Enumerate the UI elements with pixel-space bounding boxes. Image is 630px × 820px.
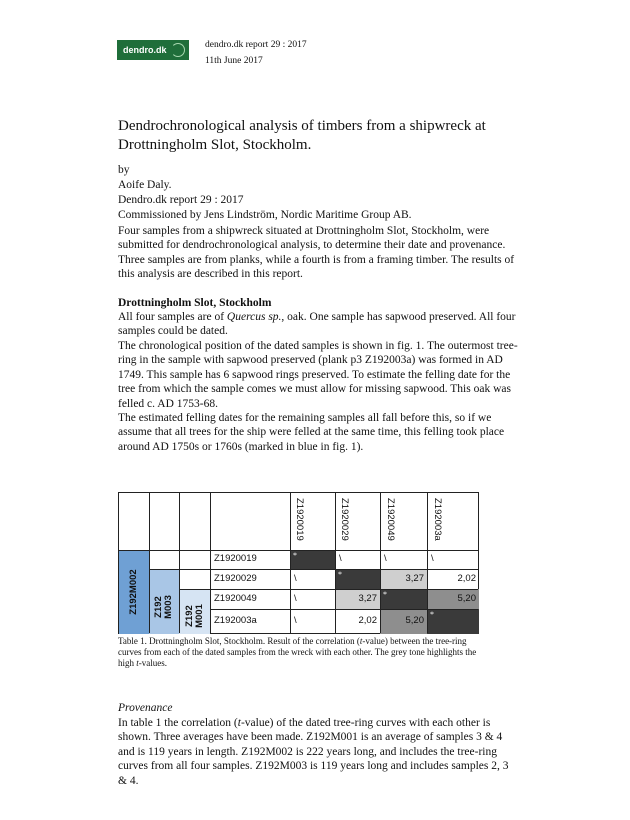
- cell-r4c2: 2,02: [358, 615, 377, 626]
- byline-by: by: [118, 164, 130, 176]
- row-label-4: Z192003a: [214, 615, 257, 626]
- logo-swirl-icon: [171, 43, 185, 57]
- header-date: 11th June 2017: [205, 56, 263, 66]
- cell-r3c1: \: [294, 593, 297, 604]
- correlation-table: [118, 492, 479, 634]
- title-line-2: Drottningholm Slot, Stockholm.: [118, 137, 312, 153]
- col-header-1: Z1920019: [294, 498, 305, 541]
- section1-paragraph-1: [118, 310, 518, 339]
- cell-r1c2: \: [339, 553, 342, 564]
- page-title: [118, 117, 538, 155]
- byline-commissioned: Commissioned by Jens Lindström, Nordic Maritime Group AB.: [118, 209, 412, 221]
- prov-text-b: -value) of the dated tree-ring curves with each other is shown. Three averages have been made. Z192M001 is an average of samples 3 & 4 and is 119 years in length. Z192M002 is 222 years long, and includes the tree-ring curves from all four samples. Z192M003 is 119 years long and includes samples 2, 3 & 4.: [118, 717, 509, 787]
- provenance-paragraph: [118, 716, 520, 788]
- col-header-3: Z1920049: [385, 498, 396, 541]
- section1-paragraph-3: The estimated felling dates for the remaining samples all fall before this, so if we assume that all trees for the ship were felled at the same time, this felling took place around AD 1750s or 1760s (marked in blue in fig. 1).: [118, 412, 505, 453]
- caption-a: Table 1. Drottningholm Slot, Stockholm. Result of the correlation (: [118, 636, 360, 646]
- logo-text: dendro.dk: [123, 45, 167, 55]
- col-header-4: Z192003a: [432, 498, 443, 541]
- row-label-2: Z1920029: [214, 573, 257, 584]
- header-report: dendro.dk report 29 : 2017: [205, 40, 307, 50]
- dendro-logo: [117, 40, 189, 60]
- cell-r3c4: 5,20: [457, 593, 476, 604]
- caption-t2: t: [136, 658, 139, 668]
- cell-r1c4: \: [431, 553, 434, 564]
- cell-r4c4: *: [430, 610, 434, 619]
- avg-label-m003: Z192 M003: [153, 595, 174, 619]
- section-heading-provenance: Provenance: [118, 702, 173, 714]
- cell-r2c3: 3,27: [405, 573, 424, 584]
- cell-r3c2: 3,27: [358, 593, 377, 604]
- avg-label-m001: Z192 M001: [184, 604, 205, 628]
- p1-text-a: All four samples are of: [118, 311, 227, 323]
- row-label-3: Z1920049: [214, 593, 257, 604]
- cell-r3c3: *: [383, 590, 387, 599]
- diag-cell-4: [427, 609, 479, 634]
- title-line-1: Dendrochronological analysis of timbers from a shipwreck at: [118, 118, 486, 134]
- col-header-2: Z1920029: [339, 498, 350, 541]
- byline: [118, 163, 518, 223]
- caption-b: -value) between the tree-ring curves from each of the dated samples from the wreck with each other. The grey tone highlights the high: [118, 636, 477, 668]
- table-caption: [118, 636, 488, 669]
- cell-r4c1: \: [294, 615, 297, 626]
- cell-r1c3: \: [384, 553, 387, 564]
- diag-cell-3: [380, 589, 427, 609]
- prov-t: t: [237, 717, 241, 729]
- caption-c: -values.: [138, 658, 168, 668]
- p1-species: Quercus sp.: [226, 311, 282, 323]
- caption-t: t: [359, 636, 363, 646]
- prov-text-a: In table 1 the correlation (: [118, 717, 238, 729]
- section1-paragraph-2: The chronological position of the dated samples is shown in fig. 1. The outermost tree-ring in the sample with sapwood preserved (plank p3 Z192003a) was formed in AD 1749. This sample has 6 sapwood rings preserved. To estimate the felling date for the tree from which the sample comes we must allow for missing sapwood. This oak was felled c. AD 1753-68.: [118, 340, 518, 410]
- avg-label-m002: Z192M002: [128, 569, 139, 615]
- section-heading-drottningholm: Drottningholm Slot, Stockholm: [118, 297, 272, 309]
- cell-r1c1: *: [293, 551, 297, 560]
- cell-r2c4: 2,02: [457, 573, 476, 584]
- cell-r2c1: \: [294, 573, 297, 584]
- intro-paragraph: Four samples from a shipwreck situated at Drottningholm Slot, Stockholm, were submitted for dendrochronological analysis, to determine their date and provenance. Three samples are from planks, while a fourth is from a framing timber. The results of this analysis are described in this report.: [118, 225, 515, 281]
- p1-text-b: , oak. One sample has sapwood preserved. All four samples could be dated.: [118, 311, 516, 338]
- byline-report: Dendro.dk report 29 : 2017: [118, 194, 244, 206]
- byline-author: Aoife Daly.: [118, 179, 172, 191]
- row-label-1: Z1920019: [214, 553, 257, 564]
- cell-r4c3: 5,20: [405, 615, 424, 626]
- cell-r2c2: *: [338, 570, 342, 579]
